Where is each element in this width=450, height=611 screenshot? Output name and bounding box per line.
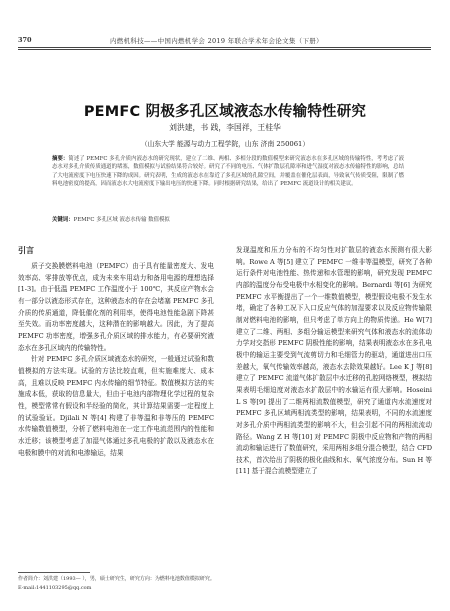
abstract-text: 简述了 PEMFC 多孔介质内液态水的研究现状，建立了二维、两相、多相分段的数值模型来研究液态水在多孔区域的传输特性，考考虑了液态水对多孔介质传质通道的堵塞，数值模拟与试验结果符合较好。研究了不同的电压、气体扩散层孔隙率和进气湿度对液态水传输特性的影响，总结了大电流密度下电压快速下降的成因。研究表明，生成的液态水在靠近了多孔区域的孔隙空间，并覆盖在催化层表面，导致氧气传质受阻，限制了燃料电池密度的提高，因而液态水大电流密度下输出电压的快速下降。同时根据研究结果，给出了 PEMFC 流道设计的相关建议。 — [52, 156, 404, 188]
keywords — [52, 215, 404, 223]
left-column — [18, 245, 214, 459]
section-heading-intro: 引言 — [18, 246, 34, 255]
footnote — [18, 575, 218, 593]
header-rule-thin — [18, 49, 431, 50]
footnote-rule — [18, 572, 90, 573]
right-column — [236, 245, 432, 478]
paper-affiliation: （山东大学 能源与动力工程学院，山东 济南 250061） — [140, 140, 310, 148]
body-paragraph: 针对 PEMFC 多孔介质区域液态水的研究，一般通过试验和数值模拟的方法实现。试验的方法比较直观，但实施难度大、成本高，且难以反映 PEMFC 内水传输的细节特征。数值模拟方法的实施成本低，获取的信息量大，但由于电池内部物理化学过程的复杂性，模型常常有假设和半经验的简化，其计算结果需要一定程度上的试验验证。Djilali N 等[4] 构建了非等温和非等压的 PEMFC 水传输数值模型，分析了燃料电池在一定工作电流范围内的性能和水迁移；该模型考虑了加湿气体通过多孔电极的扩散以及液态水在电极和膜中的对流和电渗输运，结果 — [18, 355, 214, 457]
author-bio: 作者简介：刘洪建（1993— ），男，硕士研究生，研究方向：为燃料电池数值模拟研究。 — [18, 576, 215, 582]
header-rule — [18, 47, 431, 48]
paper-authors: 刘洪建，书 践，李国祥，王桂华 — [169, 123, 281, 132]
abstract — [52, 155, 404, 189]
running-header — [18, 34, 431, 48]
author-email: E-mail:1441103295@qq.com — [18, 585, 92, 591]
body-paragraph: 质子交换膜燃料电池（PEMFC）由于具有能量密度大、发电效率高、零排放等优点，成为未来车用动力和备用电源的理想选择[1-3]。由于低温 PEMFC 工作温度小于 100℃，其反应产物水会有一部分以液态形式存在，这种液态水的存在会堵塞 PEMFC 多孔介质的传质通道，降低催化剂的利用率，使得电池性能急剧下降甚至失效。而功率密度越大，这种潜在的影响越大。因此，为了提高 PEMFC 功率密度，增强多孔介质区域的排水能力，有必要研究液态水在多孔区域内的传输特性。 — [18, 262, 214, 352]
keywords-label: 关键词： — [52, 217, 74, 223]
body-paragraph: 发现温度和压力分布的不均匀性对扩散层的液态水预测有很大影响。Rowe A 等[5] 建立了 PEMFC 一维非等温模型，研究了各种运行条件对电池性能、热传递和水管理的影响，研究发现 PEMFC 内部的温度分布受电极中水相变化的影响。Bernardi 等[6] 为研究 PEMFC 水平衡提出了一个一维数值模型，模型假设电极不发生水堵，确定了各种工况下入口反应气体的加湿要求以及反应物传输限制对燃料电池的影响，但只考虑了单方向上的物质传递。He W[7] 建立了二维、两相、多组分输运模型来研究气体和液态水的流体动力学对交指形 PEMFC 阴极性能的影响，结果表明液态水在多孔电极中的输运主要受到气流剪切力和毛细管力的驱动，通道进出口压差越大，氧气传输效率越高，液态水去除效果越好。Lee K J 等[8] 建立了 PEMFC 流道气体扩散层中水迁移的孔腔网络模型，模拟结果表明毛细迫度对液态水扩散层中的水输运有很大影响。Hoseini L S 等[9] 提出了二维两相流数值模型，研究了通道内水流速度对 PEMFC 多孔区域两相流类型的影响，结果表明，不同的水流速度对多孔介质中两相流类型的影响不大，但会引起不同的两相流流动路径。Wang Z H 等[10] 对 PEMFC 阴极中反应物和产物的两相流动和输运进行了数值研究，采用两相多组分混合模型，结合 CFD 技术，首次给出了阴极的极化曲线和水、氧气浓度分布。Sun H 等[11] 基于混合流模型建立了 — [236, 246, 432, 476]
keywords-text: PEMFC 多孔区域 液态水传输 数值模拟 — [73, 217, 170, 223]
running-title: 内燃机科技——中国内燃机学会 2019 年联合学术年会论文集（下册） — [110, 37, 323, 45]
page-number: 370 — [18, 36, 32, 44]
abstract-label: 摘要： — [52, 156, 69, 162]
paper-title: PEMFC 阴极多孔区域液态水传输特性研究 — [83, 104, 367, 120]
